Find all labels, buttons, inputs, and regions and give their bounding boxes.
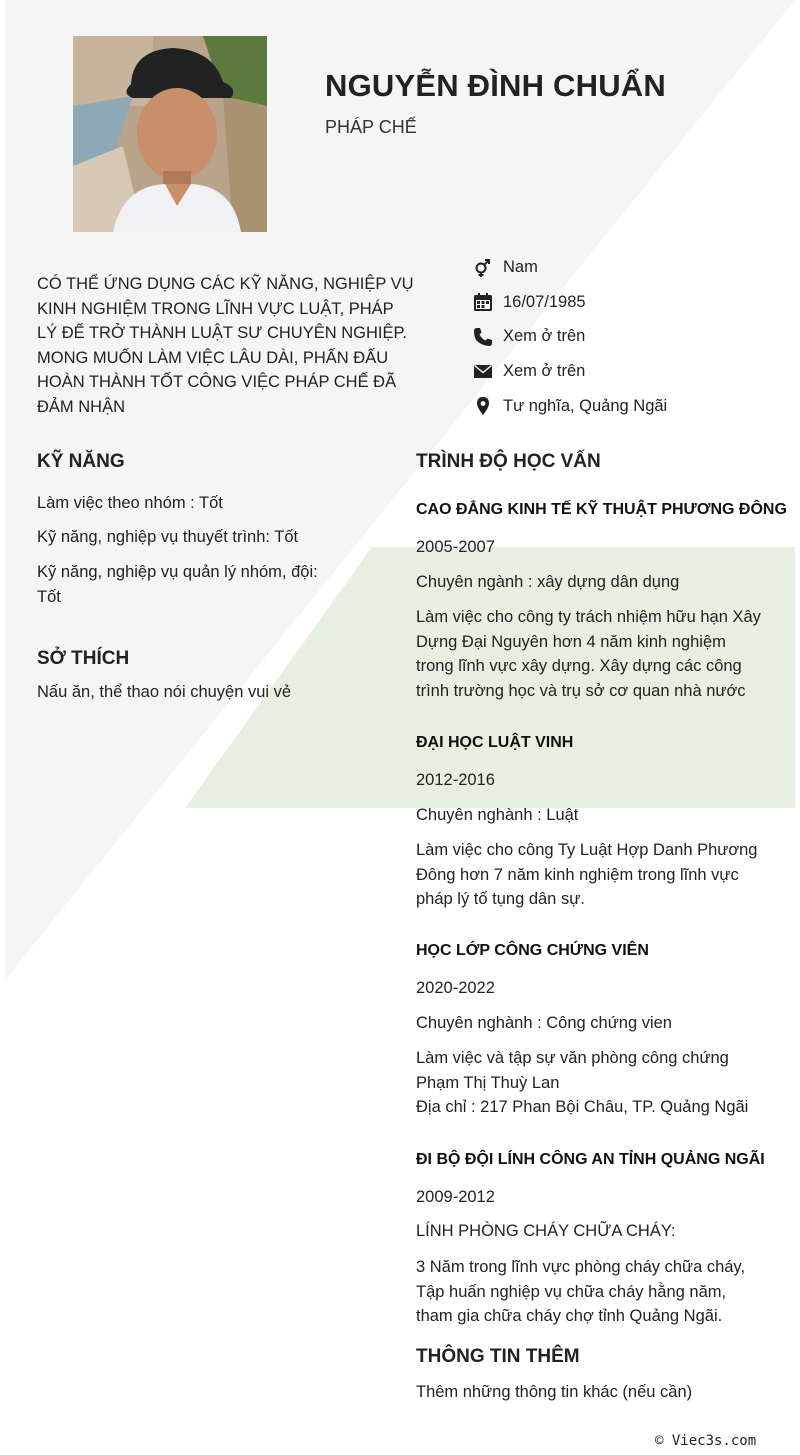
email-value: Xem ở trên [503,361,586,380]
description-line: Làm việc cho công Ty Luật Hợp Danh Phương [416,841,758,859]
contact-email [472,354,667,389]
education-major: Chuyên nghành : Công chứng vien [416,1014,672,1032]
description-line: Tập huấn nghiệp vụ chữa cháy hằng năm, [416,1282,727,1301]
description-line: Làm việc cho công ty trách nhiệm hữu hạn Xây [416,608,761,626]
education-period: 2005-2007 [416,538,495,556]
education-description [416,605,761,703]
location-pin-icon [472,395,494,417]
birthday-value: 16/07/1985 [503,292,586,311]
profile-photo [73,36,267,232]
watermark: © Viec3s.com [655,1433,757,1449]
career-objective: CÓ THỂ ỨNG DỤNG CÁC KỸ NĂNG, NGHIỆP VỤ KINH NGHIỆM TRONG LĨNH VỰC LUẬT, PHÁP LÝ ĐỂ TRỞ THÀNH LUẬT SƯ CHUYÊN NGHIỆP. MONG MUỐN LÀM VIỆC LÂU DÀI, PHẤN ĐẤU HOÀN THÀNH TỐT CÔNG VIỆC PHÁP CHẾ ĐÃ ĐẢM NHẬN [37,275,414,416]
education-school: CAO ĐẲNG KINH TẾ KỸ THUẬT PHƯƠNG ĐÔNG [416,501,787,518]
description-line: Phạm Thị Thuỳ Lan [416,1073,560,1092]
candidate-name: NGUYỄN ĐÌNH CHUẨN [325,68,666,103]
description-line: Dựng Đại Nguyên hơn 4 năm kinh nghiệm [416,632,726,651]
education-school: ĐI BỘ ĐỘI LÍNH CÔNG AN TỈNH QUẢNG NGÃI [416,1151,765,1168]
description-line: Địa chỉ : 217 Phan Bội Châu, TP. Quảng Ngãi [416,1098,749,1116]
education-major: Chuyên nghành : Luật [416,806,579,824]
education-description [416,1255,745,1329]
calendar-icon [472,291,494,313]
education-school: ĐẠI HỌC LUẬT VINH [416,734,574,751]
hobbies-title: SỞ THÍCH [37,648,130,669]
address-value: Tư nghĩa, Quảng Ngãi [503,396,668,415]
education-title: TRÌNH ĐỘ HỌC VẤN [416,451,601,472]
description-line: Làm việc và tập sự văn phòng công chứng [416,1049,729,1067]
skills-title: KỸ NĂNG [37,451,125,472]
gender-value: Nam [503,257,538,276]
education-period: 2009-2012 [416,1188,495,1206]
phone-icon [472,326,494,348]
extra-info-text: Thêm những thông tin khác (nếu cần) [416,1383,693,1401]
skill-item: Kỹ năng, nghiệp vụ thuyết trình: Tốt [37,528,299,546]
contact-address [472,389,667,424]
description-line: 3 Năm trong lĩnh vực phòng cháy chữa cháy, [416,1258,746,1276]
description-line: trong lĩnh vực xây dựng. Xây dựng các công [416,657,742,675]
contact-info [472,250,667,423]
description-line: Đông hơn 7 năm kinh nghiệm trong lĩnh vực [416,865,739,884]
description-line: pháp lý tố tụng dân sự. [416,890,585,908]
skill-item: Kỹ năng, nghiệp vụ quản lý nhóm, đội: [37,563,318,581]
skill-item: Làm việc theo nhóm : Tốt [37,494,223,512]
education-major: LÍNH PHÒNG CHÁY CHỮA CHÁY: [416,1222,676,1240]
contact-phone [472,319,667,354]
description-line: tham gia chữa cháy chợ tỉnh Quảng Ngãi. [416,1307,723,1325]
description-line: trình trường học và trụ sở cơ quan nhà nước [416,681,746,700]
email-icon [472,360,494,382]
hobbies-text: Nấu ăn, thể thao nói chuyện vui vẻ [37,683,292,701]
education-description [416,838,758,912]
job-title: PHÁP CHẾ [325,117,417,137]
education-period: 2012-2016 [416,771,495,789]
education-school: HỌC LỚP CÔNG CHỨNG VIÊN [416,942,649,959]
gender-icon [472,256,494,278]
extra-info-title: THÔNG TIN THÊM [416,1346,580,1367]
phone-value: Xem ở trên [503,327,586,346]
education-major: Chuyên ngành : xây dựng dân dụng [416,573,680,591]
contact-birthday [472,285,667,320]
skill-item: Tốt [37,588,61,606]
education-description [416,1046,748,1120]
education-period: 2020-2022 [416,979,495,997]
contact-gender [472,250,667,285]
